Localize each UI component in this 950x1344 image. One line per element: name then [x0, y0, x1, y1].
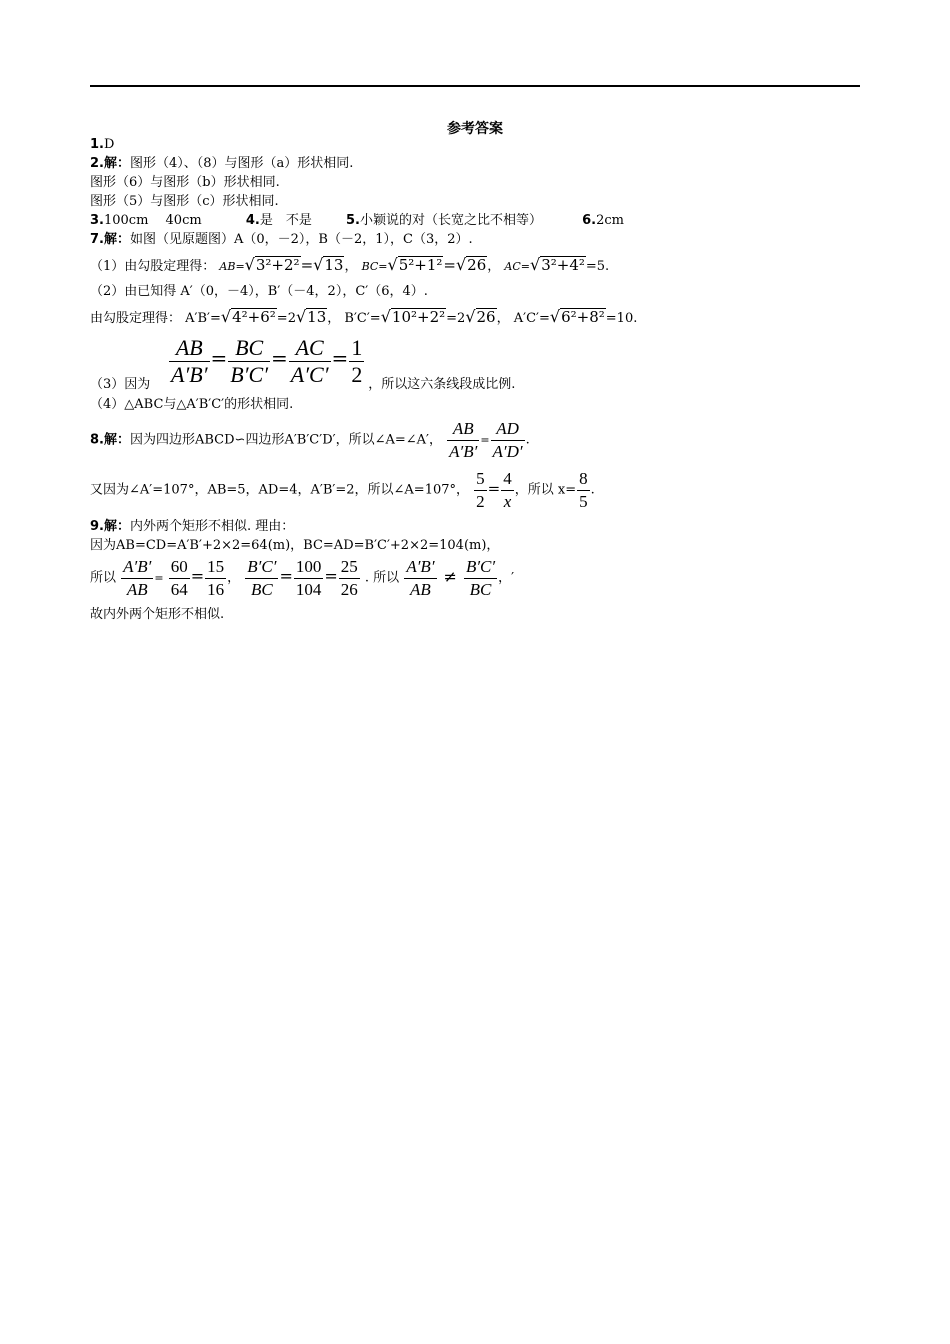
fraction: $\frac{AC}{A'C'}$ [290, 335, 329, 387]
header-rule [90, 85, 860, 87]
answer-2-line-2: 图形（6）与图形（b）形状相同. [90, 175, 280, 190]
fraction: $\frac{5}{2}$ [476, 468, 485, 511]
answer-9-line-1: 9.解：内外两个矩形不相似. 理由： [90, 519, 295, 534]
fraction: $\frac{B'C'}{BC}$ [465, 556, 496, 599]
answer-7-line-1: 7.解：如图（见原题图）A（0，－2），B（－2，1），C（3，2）. [90, 232, 473, 247]
answer-2-line-1: 2.解：图形（4）、（8）与图形（a）形状相同. [90, 156, 354, 171]
answer-8-line-1: 8.解：因为四边形ABCD∽四边形A′B′C′D′，所以∠A=∠A′， $\frac{AB}{A'B'}$ = $\frac{AD}{A'D'}$ . [90, 418, 530, 461]
fraction: $\frac{60}{64}$ [170, 556, 188, 599]
fraction: $\frac{100}{104}$ [295, 556, 322, 599]
fraction: $\frac{25}{26}$ [340, 556, 358, 599]
fraction: $\frac{A'B'}{AB}$ [406, 556, 435, 599]
fraction: $\frac{1}{2}$ [351, 335, 363, 387]
answer-7-proportion: $\frac{AB}{A'B'}$ = $\frac{BC}{B'C'}$ = $\frac{AC}{A'C'}$ = $\frac{1}{2}$ [171, 335, 363, 387]
fraction: $\frac{BC}{B'C'}$ [230, 335, 269, 387]
answer-8-line-2: 又因为∠A′=107°，AB=5，AD=4，A′B′=2，所以∠A=107°， $\frac{5}{2}$ = $\frac{4}{x}$ ，所以 x= $\frac{8}{5}$ . [90, 468, 595, 511]
answer-7-part-3: （3）因为 ，所以这六条线段成比例. [90, 377, 516, 392]
fraction: $\frac{AD}{A'D'}$ [492, 418, 523, 461]
answer-9-line-2: 因为AB=CD=A′B′+2×2=64(m)，BC=AD=B′C′+2×2=104(m)， [90, 538, 500, 553]
fraction: $\frac{AB}{A'B'}$ [171, 335, 208, 387]
fraction: $\frac{8}{5}$ [579, 468, 588, 511]
answer-9-conclusion: 故内外两个矩形不相似. [90, 607, 225, 622]
answer-3-6: 3.100cm 40cm 4.是 不是 5.小颖说的对（长宽之比不相等） 6.2cm [90, 213, 624, 228]
fraction: $\frac{B'C'}{BC}$ [247, 556, 277, 599]
answer-7-part-2b: 由勾股定理得： A′B′=√4²+6²=2√13， B′C′=√10²+2²=2√26， A′C′=√6²+8²=10. [90, 307, 638, 326]
answer-9-ratios: 所以 $\frac{A'B'}{AB}$ = $\frac{60}{64}$ = $\frac{15}{16}$ ， $\frac{B'C'}{BC}$ = $\frac{100}{104}$ = $\frac{25}{26}$ . 所以 $\frac{A'B'}{AB}$ ≠ $\frac{B'C'}{BC}$ ，′ [90, 556, 515, 599]
fraction: $\frac{15}{16}$ [207, 556, 225, 599]
answer-7-part-4: （4）△ABC与△A′B′C′的形状相同. [90, 397, 294, 412]
answer-2-line-3: 图形（5）与图形（c）形状相同. [90, 194, 279, 209]
fraction: $\frac{A'B'}{AB}$ [123, 556, 152, 599]
page-title: 参考答案 [447, 121, 503, 137]
fraction: $\frac{4}{x}$ [503, 468, 512, 511]
answer-7-part-1: （1）由勾股定理得： AB=√3²+2²=√13， BC=√5²+1²=√26， AC=√3²+4²=5. [90, 255, 610, 274]
answer-1: 1.D [90, 137, 115, 152]
fraction: $\frac{AB}{A'B'}$ [449, 418, 478, 461]
answer-7-part-2: （2）由已知得 A′（0，－4），B′（－4，2），C′（6，4）. [90, 284, 428, 299]
